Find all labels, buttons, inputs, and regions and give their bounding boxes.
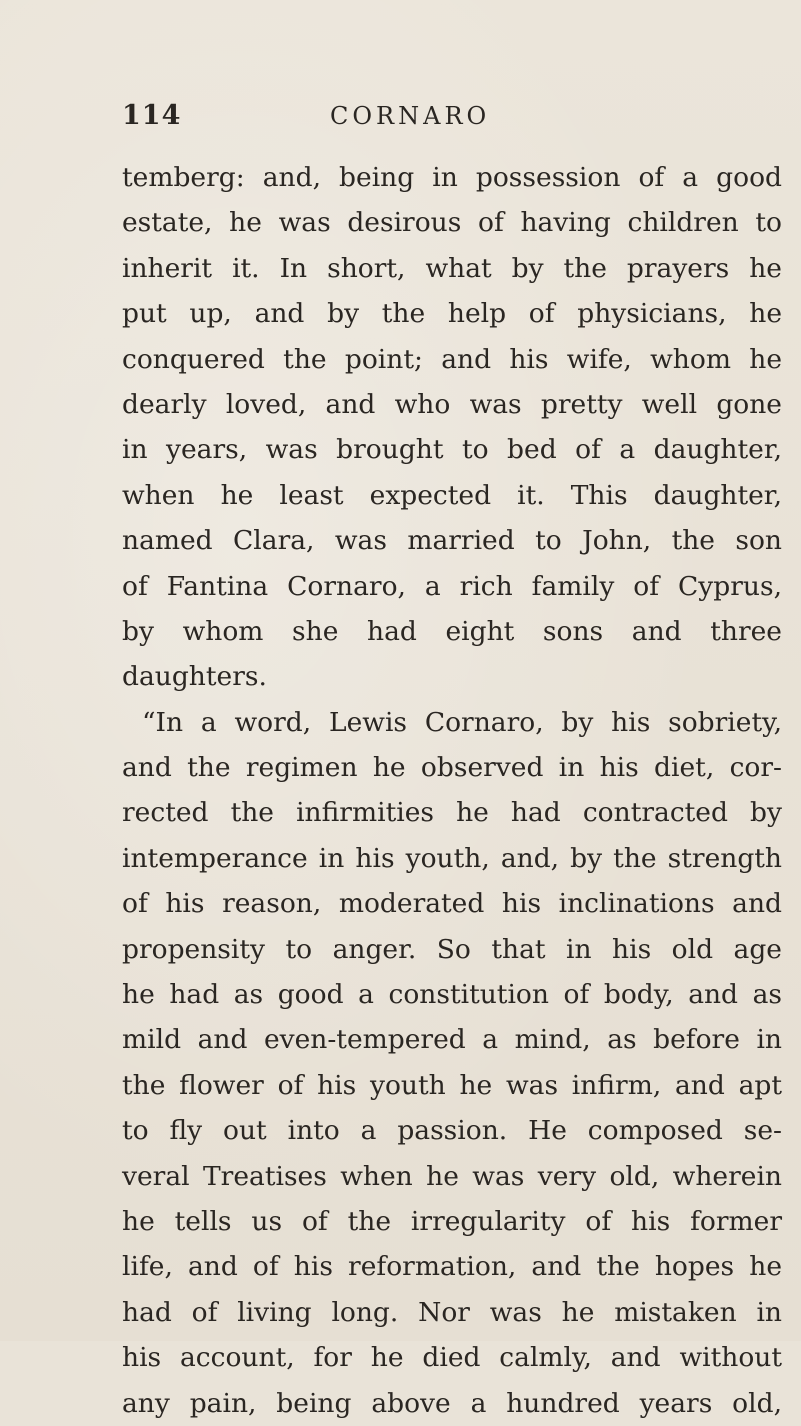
text-line: put up, and by the help of physicians, he	[122, 298, 782, 330]
text-line: life, and of his reformation, and the hopes he	[122, 1251, 782, 1283]
running-head: CORNARO	[330, 102, 491, 130]
text-line: in years, was brought to bed of a daughter,	[122, 434, 782, 466]
text-line: “In a word, Lewis Cornaro, by his sobriety,	[142, 706, 782, 738]
text-line: when he least expected it. This daughter,	[122, 479, 782, 511]
text-line: he tells us of the irregularity of his former	[122, 1205, 782, 1237]
text-line: the flower of his youth he was infirm, and apt	[122, 1069, 782, 1101]
text-line: and the regimen he observed in his diet, cor-	[122, 752, 782, 784]
text-line: of his reason, moderated his inclinations and	[122, 888, 782, 920]
text-line: his account, for he died calmly, and without	[122, 1342, 782, 1374]
text-line: rected the infirmities he had contracted by	[122, 797, 782, 829]
text-line: any pain, being above a hundred years old,	[122, 1387, 782, 1419]
text-line: propensity to anger. So that in his old age	[122, 933, 782, 965]
text-line: to fly out into a passion. He composed se-	[122, 1115, 782, 1147]
text-line: named Clara, was married to John, the son	[122, 525, 782, 557]
text-line: by whom she had eight sons and three	[122, 615, 782, 647]
text-line: had of living long. Nor was he mistaken in	[122, 1296, 782, 1328]
text-line: daughters.	[122, 661, 267, 693]
text-line: of Fantina Cornaro, a rich family of Cyprus,	[122, 570, 782, 602]
text-line: inherit it. In short, what by the prayers he	[122, 252, 782, 284]
text-line: dearly loved, and who was pretty well gone	[122, 388, 782, 420]
text-line: intemperance in his youth, and, by the strength	[122, 842, 782, 874]
text-line: mild and even-tempered a mind, as before in	[122, 1024, 782, 1056]
body-text	[122, 155, 782, 1426]
text-line: temberg: and, being in possession of a good	[122, 162, 782, 193]
text-line: he had as good a constitution of body, and as	[122, 979, 782, 1011]
text-line: conquered the point; and his wife, whom he	[122, 343, 782, 375]
text-line: estate, he was desirous of having children to	[122, 207, 782, 239]
page-header	[122, 100, 782, 140]
page-number: 114	[122, 100, 182, 131]
text-line: veral Treatises when he was very old, wherein	[122, 1160, 782, 1192]
